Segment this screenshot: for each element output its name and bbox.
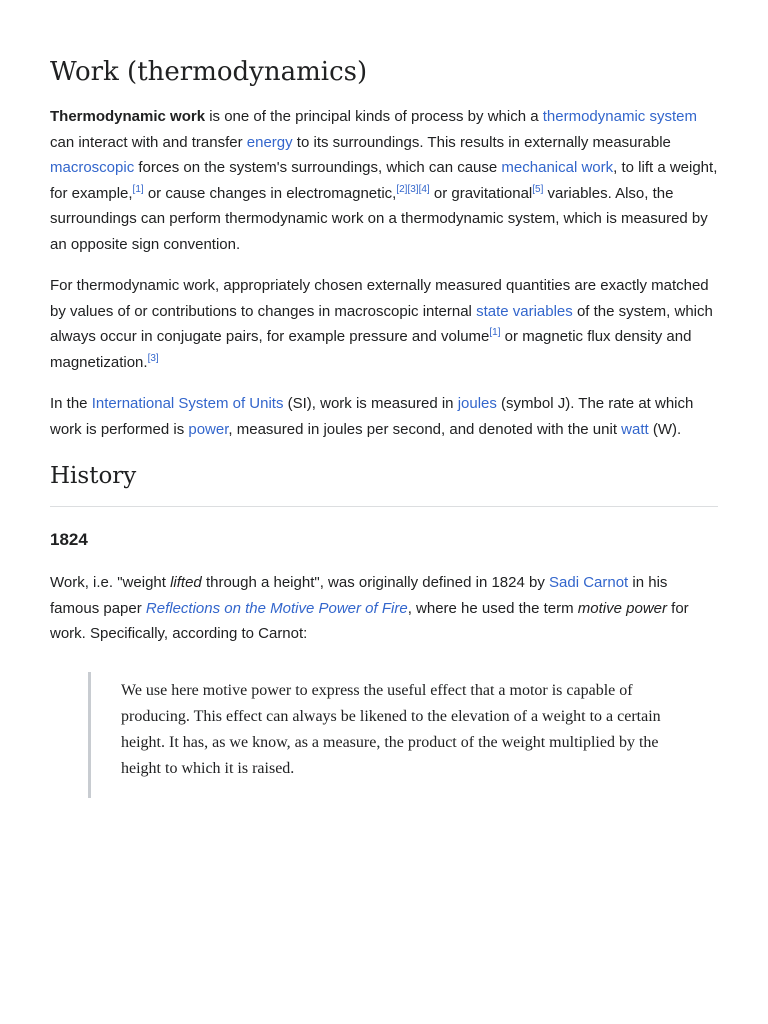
link-watt[interactable]: watt	[621, 420, 649, 438]
text: , measured in joules per second, and denoted with the unit	[228, 420, 622, 438]
bold-term: Thermodynamic work	[50, 108, 206, 125]
section-heading-history: History	[50, 463, 137, 489]
text: (W).	[648, 420, 682, 438]
reference-sup	[532, 184, 543, 195]
text: (SI), work is measured in	[283, 395, 458, 412]
text: to its surroundings. This results in externally measurable	[292, 133, 671, 151]
text: , where he used the term	[407, 599, 578, 617]
text: through a height", was originally defined in 1824 by	[201, 574, 550, 591]
section-divider	[50, 506, 718, 507]
link-joules[interactable]: joules	[457, 395, 497, 412]
link-state-variables[interactable]: state variables	[476, 302, 573, 320]
intro-paragraph-3	[50, 391, 720, 442]
link-sadi-carnot[interactable]: Sadi Carnot	[549, 574, 629, 591]
text: or gravitational	[429, 184, 533, 202]
text: Work, i.e. "weight	[50, 574, 171, 591]
text: or magnetic flux density and magnetization.	[50, 328, 692, 371]
text: (symbol J). The rate at which work is performed is	[50, 395, 694, 438]
link-energy[interactable]: energy	[246, 133, 293, 151]
text: for work. Specifically, according to Carnot:	[50, 599, 689, 642]
reference-link-2[interactable]: [2]	[396, 183, 408, 195]
text: can interact with and transfer	[50, 133, 247, 151]
italic-term: motive power	[577, 599, 667, 617]
reference-link-5[interactable]: [5]	[532, 183, 544, 195]
link-mechanical-work[interactable]: mechanical work	[501, 159, 614, 176]
reference-link-1[interactable]: [1]	[489, 327, 501, 338]
history-paragraph-1	[50, 570, 720, 647]
reference-link-3[interactable]: [3]	[407, 183, 419, 195]
reference-sup	[133, 184, 144, 195]
text: forces on the system's surroundings, which can cause	[134, 159, 502, 176]
reference-sup	[489, 327, 500, 338]
page-title: Work (thermodynamics)	[50, 57, 368, 87]
intro-paragraph-1	[50, 104, 720, 257]
reference-sup	[148, 353, 159, 364]
text: variables. Also, the surroundings can perform thermodynamic work on a thermodynamic system, which is measured by an opposite sign convention.	[50, 184, 708, 253]
link-reflections-on-the-motive-power-of-fire[interactable]	[146, 600, 408, 617]
link-power[interactable]: power	[188, 420, 229, 438]
link-international-system-of-units[interactable]: International System of Units	[91, 395, 284, 412]
text: is one of the principal kinds of process by which a	[205, 108, 543, 125]
blockquote: We use here motive power to express the useful effect that a motor is capable of producing. This effect can always be likened to the elevation of a weight to a certain height. It has, as we know, as a measure, the product of the weight multiplied by the height to which it is raised.	[121, 682, 661, 777]
link-macroscopic[interactable]: macroscopic	[50, 159, 135, 176]
blockquote-bar	[88, 672, 91, 798]
text: For thermodynamic work, appropriately chosen externally measured quantities are exactly matched by values of or contributions to changes in macroscopic internal	[50, 277, 709, 320]
reference-link-4[interactable]: [4]	[418, 183, 430, 195]
text: of the system, which always occur in conjugate pairs, for example pressure and volume	[50, 302, 713, 345]
reference-link-1[interactable]: [1]	[132, 183, 144, 195]
italic-link-text: Reflections on the Motive Power of Fire	[145, 599, 408, 617]
link-thermodynamic-system[interactable]: thermodynamic system	[542, 108, 697, 125]
reference-link-3[interactable]: [3]	[147, 352, 159, 364]
italic-term: lifted	[170, 574, 202, 591]
reference-sup	[396, 184, 429, 195]
text: or cause changes in electromagnetic,	[143, 184, 397, 202]
text: , to lift a weight, for example,	[50, 159, 718, 202]
text: in his famous paper	[50, 574, 668, 617]
subsection-heading-1824: 1824	[50, 530, 88, 549]
text: In the	[50, 395, 92, 412]
intro-paragraph-2	[50, 273, 720, 375]
